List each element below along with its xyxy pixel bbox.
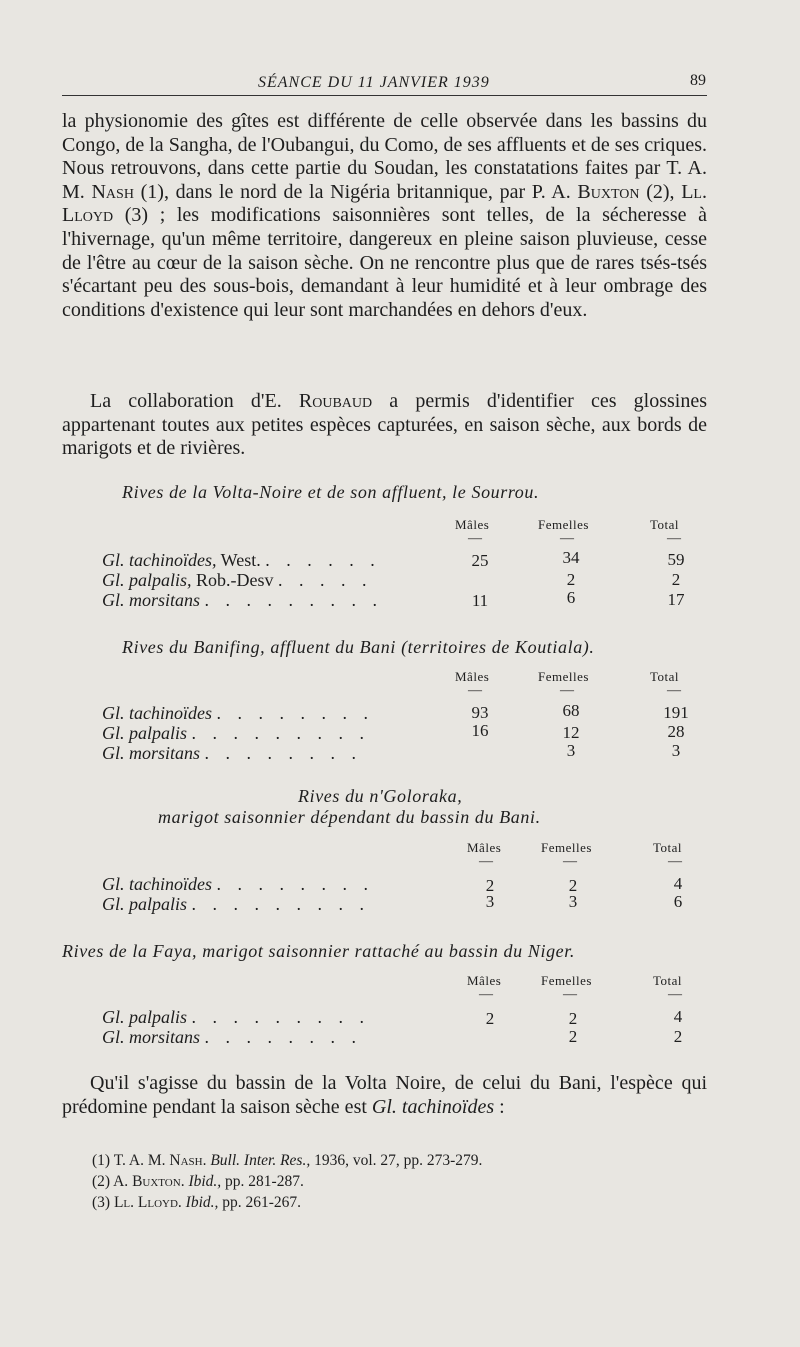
author-name: Roubaud [298, 390, 373, 412]
leader-dots: . . . . . . [265, 550, 381, 570]
leader-dots: . . . . . . . . . [191, 1007, 371, 1027]
species-authority: West. [216, 550, 261, 570]
value-total: 3 [671, 741, 681, 760]
species-name: Gl. palpalis [102, 723, 188, 743]
footnote-number: (2) [92, 1173, 111, 1190]
value-femelles: 3 [568, 892, 578, 911]
footnote-initials: A. [113, 1173, 129, 1190]
body-paragraph-2 [62, 390, 707, 461]
paragraph-text: (3) ; les modifications saisonnières sont telles, de la sécheresse à l'hivernage, qu'un même territoire, dangereux en pleine saison pluvieuse, cesse de l'être au cœur de la saison sèche. On ne rencontre plus que de rares tsés-tsés s'écartant peu des sous-bois, demandant à leur humidité et à leur ombrage des conditions d'existence qui leur sont marchandées en dehors d'eux. [62, 204, 707, 321]
table-heading: Rives de la Faya, marigot saisonnier rattaché au bassin du Niger. [62, 941, 575, 961]
table-row [102, 743, 362, 764]
value-males: 25 [471, 551, 489, 570]
footnote-journal: Ibid., [185, 1194, 219, 1211]
leader-dots: . . . . . [278, 570, 373, 590]
leader-dots: . . . . . . . . . [191, 894, 371, 914]
table-heading: marigot saisonnier dépendant du bassin du Bani. [158, 807, 541, 827]
species-name: Gl. tachinoïdes [102, 703, 212, 723]
footnote-details: 1936, vol. 27, pp. 273-279. [314, 1152, 483, 1169]
footnote-number: (1) [92, 1152, 111, 1169]
paragraph-text: Qu'il s'agisse du bassin de la Volta Noire, de celui du Bani, l'espèce qui prédomine pendant la saison sèche est [62, 1072, 707, 1118]
table-row [102, 703, 374, 724]
running-title: SÉANCE DU 11 JANVIER 1939 [258, 74, 490, 91]
footnote-initials: T. A. M. [113, 1152, 166, 1169]
value-total: 28 [667, 722, 685, 741]
footnote-journal: Bull. Inter. Res., [210, 1152, 311, 1169]
column-header-total: Total [650, 669, 680, 684]
value-males: 2 [485, 876, 495, 895]
species-name: Gl. morsitans [102, 743, 201, 763]
leader-dots: . . . . . . . . [216, 874, 374, 894]
value-total: 6 [673, 892, 683, 911]
footnote-details: pp. 261-267. [222, 1194, 302, 1211]
column-header-femelles: Femelles [541, 973, 592, 988]
footnote [92, 1150, 712, 1171]
footnote [92, 1192, 712, 1213]
table-row [102, 723, 370, 744]
column-dash: — [563, 854, 577, 869]
column-dash: — [479, 854, 493, 869]
value-total: 17 [667, 590, 685, 609]
table-row [102, 570, 373, 591]
table-heading: Rives du n'Goloraka, [298, 786, 463, 806]
column-dash: — [560, 683, 574, 698]
column-dash: — [560, 531, 574, 546]
value-femelles: 34 [562, 548, 580, 567]
table-row [102, 590, 383, 611]
species-name: Gl. palpalis, [102, 570, 192, 590]
footnote-details: pp. 281-287. [225, 1173, 304, 1190]
value-total: 191 [663, 703, 689, 722]
value-total: 4 [673, 1007, 683, 1026]
species-name: Gl. morsitans [102, 590, 201, 610]
column-header-femelles: Femelles [538, 517, 589, 532]
footnotes [92, 1150, 712, 1213]
leader-dots: . . . . . . . . [216, 703, 374, 723]
table-row [102, 1007, 370, 1028]
value-femelles: 2 [568, 1027, 578, 1046]
paragraph-text: (2), [639, 180, 682, 203]
table-heading: Rives de la Volta-Noire et de son affluent, le Sourrou. [122, 482, 540, 502]
body-paragraph-1 [62, 110, 707, 322]
value-total: 4 [673, 874, 683, 893]
column-header-femelles: Femelles [538, 669, 589, 684]
table-row [102, 1027, 362, 1048]
value-total: 2 [673, 1027, 683, 1046]
footnote-author: Nash. [169, 1152, 207, 1169]
column-header-femelles: Femelles [541, 840, 592, 855]
table-heading: Rives du Banifing, affluent du Bani (territoires de Koutiala). [122, 637, 595, 657]
paragraph-text: a permis d'identifier ces glossines appartenant toutes aux petites espèces capturées, en saison sèche, aux bords de marigots et de rivières. [62, 390, 708, 460]
value-femelles: 12 [562, 723, 580, 742]
footnote-author: Ll. Lloyd. [113, 1194, 182, 1211]
value-femelles: 3 [566, 741, 576, 760]
running-head [0, 70, 800, 94]
column-dash: — [667, 531, 681, 546]
species-name: Gl. palpalis [102, 894, 188, 914]
table-row [102, 874, 374, 895]
species-name: Gl. tachinoïdes [102, 874, 212, 894]
species-authority: Rob.-Desv [191, 570, 274, 590]
value-femelles: 68 [562, 701, 580, 720]
column-header-males: Mâles [455, 517, 490, 532]
column-header-total: Total [653, 973, 683, 988]
column-header-males: Mâles [467, 973, 502, 988]
value-males: 16 [471, 721, 489, 740]
column-header-males: Mâles [455, 669, 490, 684]
species-name: Gl. morsitans [102, 1027, 201, 1047]
value-femelles: 6 [566, 588, 576, 607]
value-femelles: 2 [566, 570, 576, 589]
column-dash: — [563, 987, 577, 1002]
value-males: 2 [485, 1009, 495, 1028]
value-femelles: 2 [568, 876, 578, 895]
species-name: Gl. tachinoïdes [371, 1095, 495, 1118]
footnote-number: (3) [92, 1194, 111, 1211]
page-number: 89 [690, 72, 706, 89]
species-name: Gl. palpalis [102, 1007, 188, 1027]
leader-dots: . . . . . . . . . [204, 590, 384, 610]
column-dash: — [668, 854, 682, 869]
leader-dots: . . . . . . . . . [191, 723, 371, 743]
header-rule [62, 95, 707, 96]
table-row [102, 894, 370, 915]
column-dash: — [468, 683, 482, 698]
author-name: Buxton [577, 180, 640, 203]
footnote-author: Buxton. [132, 1173, 185, 1190]
column-header-total: Total [653, 840, 683, 855]
value-males: 93 [471, 703, 489, 722]
closing-paragraph [62, 1072, 707, 1119]
column-header-males: Mâles [467, 840, 502, 855]
paragraph-text: : [494, 1095, 505, 1118]
column-header-total: Total [650, 517, 680, 532]
table-row [102, 550, 381, 571]
column-dash: — [479, 987, 493, 1002]
column-dash: — [468, 531, 482, 546]
paragraph-text: (1), dans le nord de la Nigéria britannique, par P. A. [133, 180, 578, 203]
value-males: 11 [471, 591, 489, 610]
value-total: 59 [667, 550, 685, 569]
footnote [92, 1171, 712, 1192]
value-total: 2 [671, 570, 681, 589]
paragraph-text: la physionomie des gîtes est différente de celle observée dans les bassins du Congo, de la Sangha, de l'Oubangui, du Como, de ses affluents et de ses criques. Nous retrouvons, dans cette partie du Soudan, les constatations faites par T. A. M. [62, 110, 707, 203]
author-name: Ll. Lloyd [62, 180, 707, 227]
leader-dots: . . . . . . . . [204, 1027, 363, 1047]
species-name: Gl. tachinoïdes, [102, 550, 217, 570]
column-dash: — [668, 987, 682, 1002]
footnote-journal: Ibid., [188, 1173, 222, 1190]
column-dash: — [667, 683, 681, 698]
paragraph-text: La collaboration d'E. [90, 390, 299, 412]
leader-dots: . . . . . . . . [204, 743, 363, 763]
value-males: 3 [485, 892, 495, 911]
value-femelles: 2 [568, 1009, 578, 1028]
author-name: Nash [91, 180, 134, 203]
